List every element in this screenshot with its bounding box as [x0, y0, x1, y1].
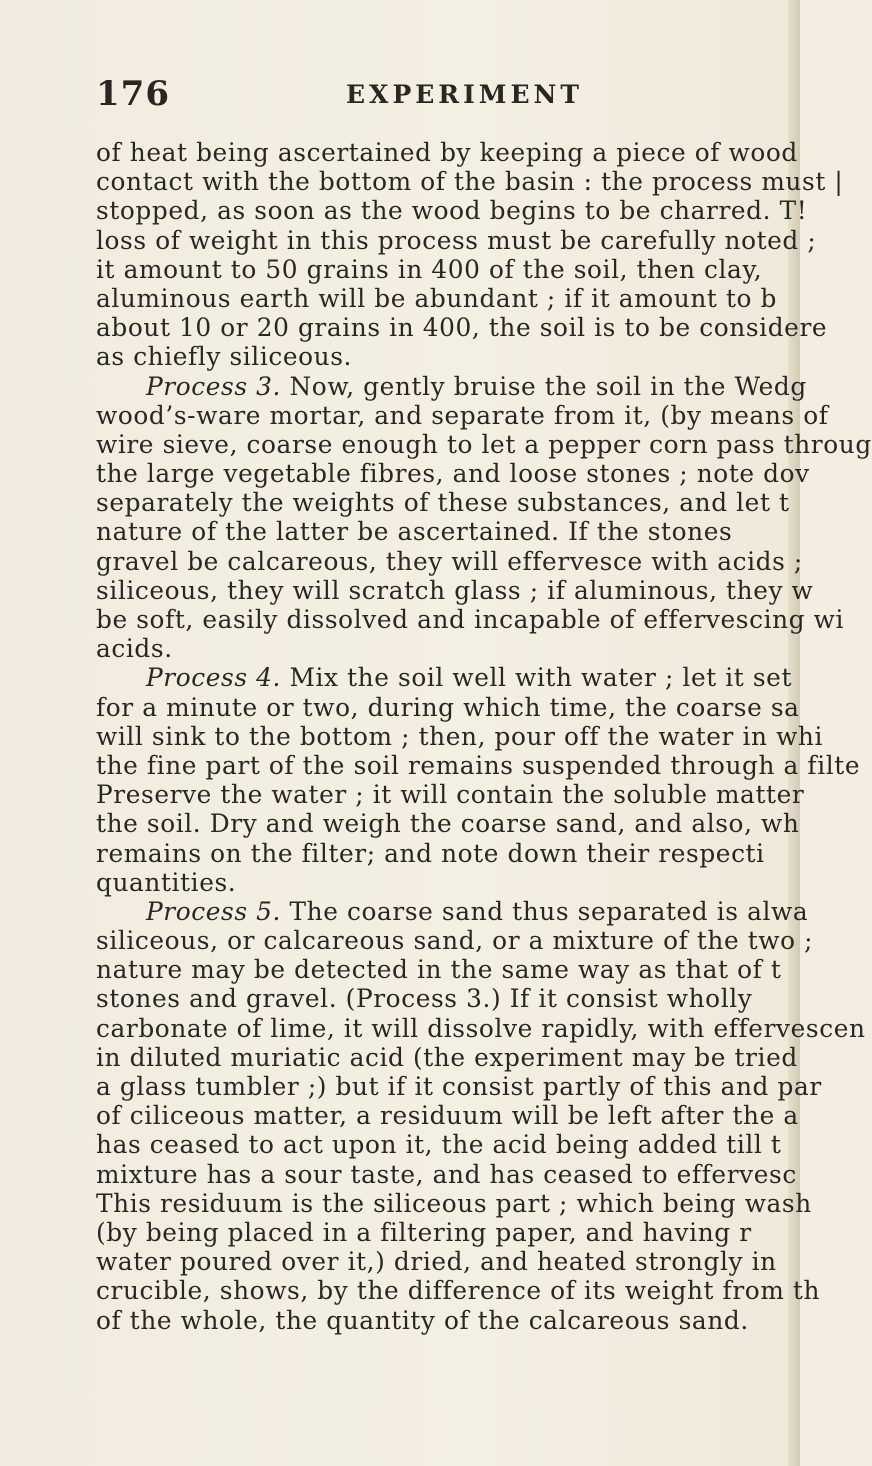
- line-text: loss of weight in this process must be carefully noted ;: [96, 225, 817, 255]
- line-text: aluminous earth will be abundant ; if it amount to b: [96, 283, 778, 313]
- text-line: [96, 1042, 798, 1072]
- line-text: it amount to 50 grains in 400 of the soil, then clay,: [96, 254, 763, 284]
- text-line: [96, 313, 828, 343]
- line-text: mixture has a sour taste, and has ceased to effervesc: [96, 1159, 797, 1189]
- text-line: [96, 750, 861, 780]
- text-line: [96, 255, 792, 284]
- line-text: wood’s-ware mortar, and separate from it, (by means of: [96, 400, 829, 430]
- text-line: [96, 1130, 792, 1159]
- process-label: Process 4.: [146, 663, 282, 693]
- line-text: water poured over it,) dried, and heated strongly in: [96, 1247, 777, 1277]
- line-text: remains on the filter; and note down their respecti: [96, 838, 765, 868]
- text-line: [96, 196, 808, 226]
- process-label: Process 3.: [146, 371, 282, 401]
- text-line: [96, 488, 792, 517]
- line-text: (by being placed in a filtering paper, and having r: [96, 1217, 752, 1247]
- page-number: 176: [96, 74, 170, 114]
- text-line: [96, 1072, 822, 1101]
- text-line: [96, 400, 829, 430]
- text-line: [96, 138, 798, 167]
- line-text: nature of the latter be ascertained. If the stones: [96, 517, 733, 547]
- text-line: [96, 429, 872, 459]
- line-text: for a minute or two, during which time, the coarse sa: [96, 692, 800, 722]
- line-text: a glass tumbler ;) but if it consist partly of this and par: [96, 1072, 822, 1101]
- line-text: separately the weights of these substances, and let t: [96, 488, 790, 518]
- text-line: [96, 692, 800, 722]
- line-text: about 10 or 20 grains in 400, the soil is to be considere: [96, 313, 828, 343]
- text-line: [96, 984, 792, 1013]
- line-text: Now, gently bruise the soil in the Wedg: [281, 371, 807, 401]
- line-text: stones and gravel. (Process 3.) If it consist wholly: [96, 984, 753, 1014]
- line-text: will sink to the bottom ; then, pour off the water in whi: [96, 721, 823, 751]
- line-text: siliceous, or calcareous sand, or a mixture of the two ;: [96, 926, 814, 956]
- process-label: Process 5.: [146, 896, 282, 926]
- line-text: contact with the bottom of the basin : the process must |: [96, 167, 844, 197]
- text-line: [96, 546, 803, 576]
- text-line: [96, 868, 792, 897]
- line-text: crucible, shows, by the difference of its weight from th: [96, 1276, 821, 1306]
- text-line: [96, 371, 807, 401]
- line-text: quantities.: [96, 867, 237, 897]
- line-text: of ciliceous matter, a residuum will be left after the a: [96, 1101, 799, 1131]
- text-line: [96, 1101, 799, 1131]
- line-text: wire sieve, coarse enough to let a pepper corn pass throug: [96, 429, 872, 459]
- text-line: [96, 780, 805, 810]
- line-text: Mix the soil well with water ; let it set: [281, 663, 793, 693]
- line-text: of the whole, the quantity of the calcareous sand.: [96, 1305, 749, 1335]
- line-text: stopped, as soon as the wood begins to be charred. T!: [96, 196, 808, 226]
- line-text: be soft, easily dissolved and incapable of effervescing wi: [96, 605, 845, 634]
- line-text: the fine part of the soil remains suspended through a filte: [96, 750, 861, 780]
- text-line: [96, 809, 800, 839]
- line-text: gravel be calcareous, they will effervesce with acids ;: [96, 546, 803, 576]
- line-text: nature may be detected in the same way as that of t: [96, 955, 782, 985]
- line-text: carbonate of lime, it will dissolve rapidly, with effervescen: [96, 1013, 866, 1043]
- text-line: [96, 926, 814, 956]
- text-line: [96, 1306, 792, 1335]
- text-line: [96, 575, 814, 605]
- running-head: [96, 74, 716, 114]
- text-line: [96, 721, 823, 751]
- text-line: [96, 896, 809, 926]
- text-line: [96, 663, 792, 692]
- line-text: in diluted muriatic acid (the experiment may be tried: [96, 1042, 798, 1072]
- text-line: [96, 284, 792, 313]
- text-line: [96, 517, 792, 546]
- text-line: [96, 955, 792, 984]
- line-text: Preserve the water ; it will contain the soluble matter: [96, 780, 805, 810]
- text-line: [96, 167, 844, 197]
- line-text: the soil. Dry and weigh the coarse sand, and also, wh: [96, 809, 800, 839]
- line-text: The coarse sand thus separated is alwa: [281, 896, 809, 926]
- text-line: [96, 225, 817, 255]
- text-line: [96, 1013, 866, 1043]
- line-text: siliceous, they will scratch glass ; if aluminous, they w: [96, 575, 814, 605]
- line-text: This residuum is the siliceous part ; which being wash: [96, 1188, 812, 1218]
- text-line: [96, 1188, 812, 1218]
- text-line: [96, 605, 845, 634]
- text-line: [96, 1159, 797, 1189]
- text-line: [96, 459, 810, 489]
- text-line: [96, 1276, 821, 1306]
- line-text: as chiefly siliceous.: [96, 342, 353, 372]
- text-line: [96, 1247, 792, 1276]
- line-text: acids.: [96, 634, 173, 664]
- text-line: [96, 839, 792, 868]
- text-line: [96, 634, 792, 663]
- text-line: [96, 342, 792, 371]
- text-line: [96, 1218, 792, 1247]
- line-text: has ceased to act upon it, the acid being added till t: [96, 1130, 782, 1160]
- line-text: the large vegetable fibres, and loose stones ; note dov: [96, 459, 810, 489]
- running-head-title: EXPERIMENT: [346, 80, 583, 109]
- body-text: [96, 138, 872, 1335]
- line-text: of heat being ascertained by keeping a piece of wood: [96, 138, 798, 167]
